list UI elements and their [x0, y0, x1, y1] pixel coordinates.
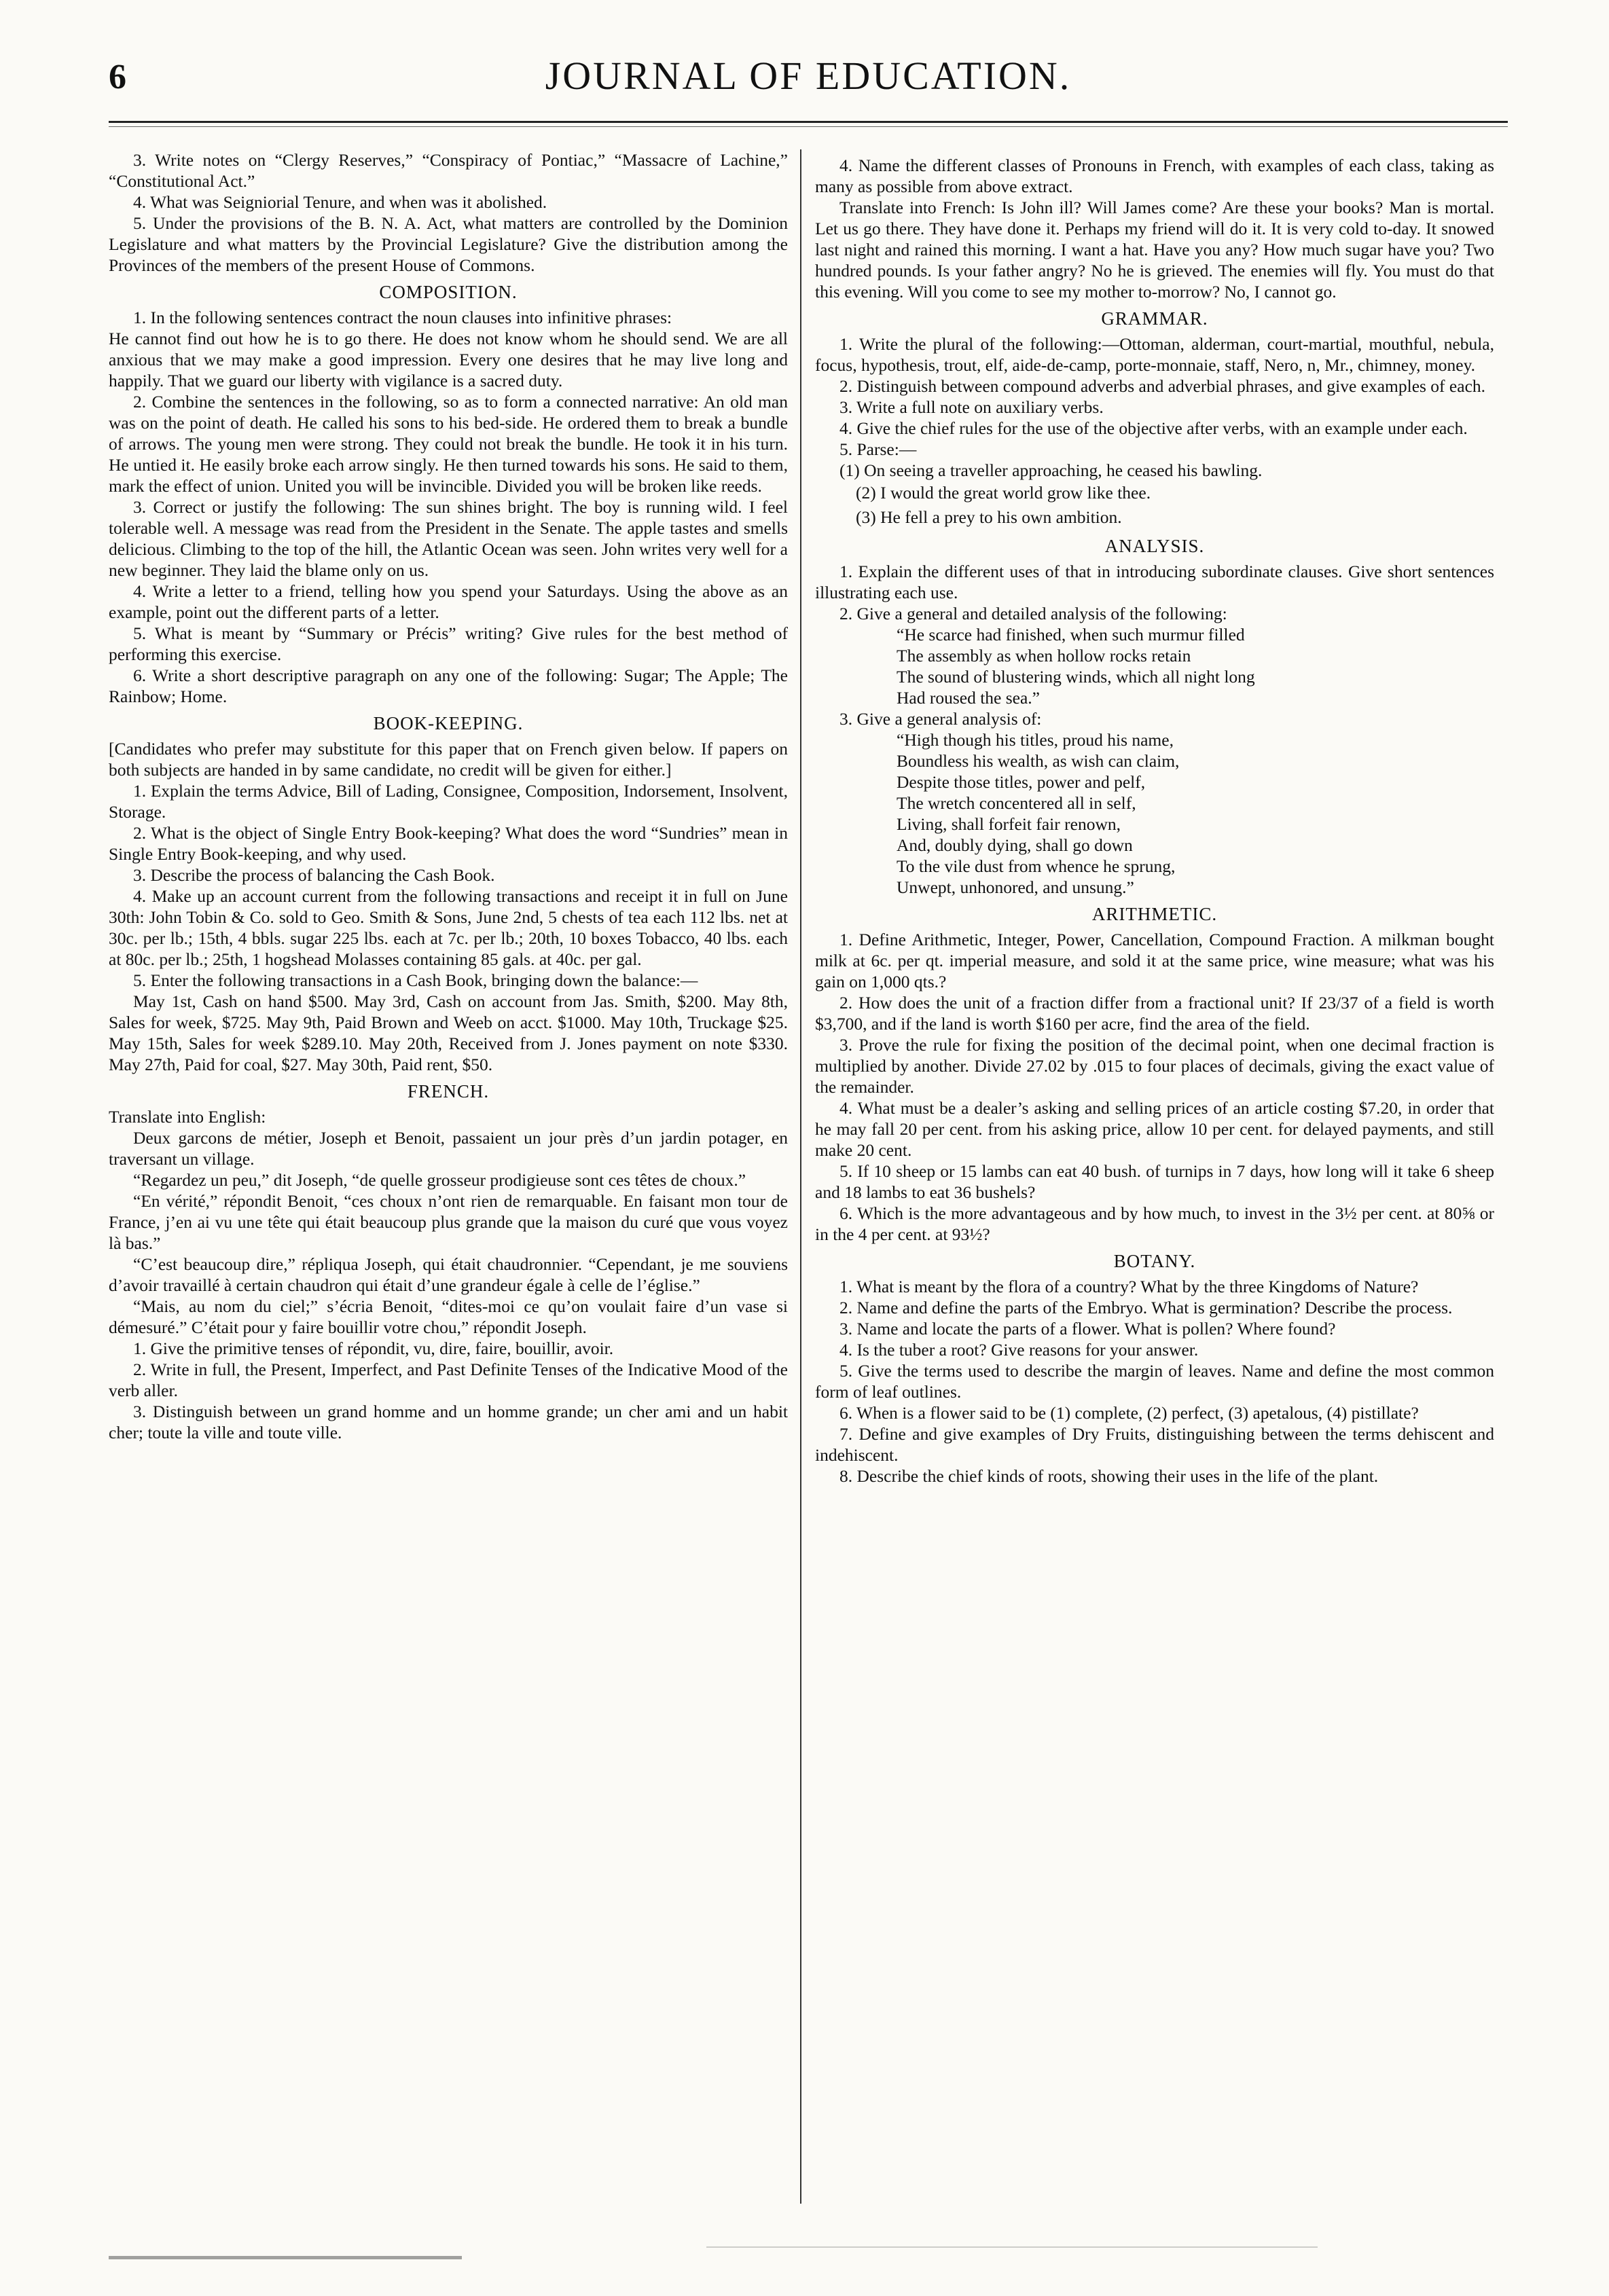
grammar-question: 2. Distinguish between compound adverbs and adverbial phrases, and give examples of each. [839, 376, 1486, 396]
botany-question: 8. Describe the chief kinds of roots, showing their uses in the life of the plant. [839, 1466, 1379, 1486]
french-instruction: Translate into English: [109, 1107, 266, 1127]
composition-passage: He cannot find out how he is to go there. He does not know whom he should send. We are all anxious that we may make a good impression. Every one desires that he may live long and happily. That we guard our liberty with vigilance is a sacred duty. [109, 329, 788, 390]
composition-question: 3. Correct or justify the following: The sun shines bright. The boy is running wild. I feel tolerable well. A message was read from the President in the Senate. The apple tastes and smells delicious. Climbing to the top of the hill, the Atlantic Ocean was seen. John writes very well for a new beginner. They laid the blame only on us. [109, 497, 788, 580]
bookkeeping-question: 2. What is the object of Single Entry Book-keeping? What does the word “Sundries” mean in Single Entry Book-keeping, and why used. [109, 823, 788, 864]
french-passage: “Regardez un peu,” dit Joseph, “de quelle grosseur prodigieuse sont ces têtes de choux.” [133, 1170, 746, 1190]
botany-question: 4. Is the tuber a root? Give reasons for your answer. [839, 1340, 1199, 1360]
arithmetic-question: 1. Define Arithmetic, Integer, Power, Cancellation, Compound Fraction. A milkman bought milk at 6c. per qt. imperial measure, and sold it at the same price, wine measure; what was his gain on 1,000 qts.? [815, 930, 1494, 991]
bookkeeping-question: 5. Enter the following transactions in a Cash Book, bringing down the balance:— [133, 970, 698, 990]
botany-question: 1. What is meant by the flora of a country? What by the three Kingdoms of Nature? [839, 1277, 1419, 1296]
french-translation-exercise: Translate into French: Is John ill? Will James come? Are these your books? Man is mortal. Let us go there. They have done it. Perhaps my friend will do it. It is very cold to-day. It snowed last night and rained this morning. I want a hat. Have you any? How much sugar have you? Two hundred pounds. Is your father angry? No he is grieved. The enemies will fly. You must do that this evening. Will you come to see my mother to-morrow? No, I cannot go. [815, 198, 1494, 302]
analysis-question: 2. Give a general and detailed analysis of the following: [839, 604, 1227, 623]
section-heading-analysis: ANALYSIS. [1104, 536, 1205, 556]
grammar-parse-item: (1) On seeing a traveller approaching, he ceased his bawling. [839, 460, 1263, 480]
bookkeeping-note: [Candidates who prefer may substitute for this paper that on French given below. If papers on both subjects are handed in by same candidate, no credit will be given for either.] [109, 739, 788, 780]
poem-line: To the vile dust from whence he sprung, [897, 856, 1176, 876]
poem-line: And, doubly dying, shall go down [897, 835, 1133, 855]
journal-title: JOURNAL OF EDUCATION. [545, 54, 1072, 98]
french-question: 4. Name the different classes of Pronouns in French, with examples of each class, taking as many as possible from above extract. [815, 156, 1494, 196]
arithmetic-question: 2. How does the unit of a fraction differ from a fractional unit? If 23/37 of a field is worth $3,700, and if the land is worth $160 per acre, find the area of the field. [815, 993, 1494, 1034]
section-heading-arithmetic: ARITHMETIC. [1091, 904, 1218, 924]
french-question: 3. Distinguish between un grand homme and un homme grande; un cher ami and un habit cher; toute la ville and toute ville. [109, 1402, 788, 1442]
section-heading-bookkeeping: BOOK-KEEPING. [373, 713, 524, 733]
grammar-question: 4. Give the chief rules for the use of the objective after verbs, with an example under each. [839, 418, 1468, 438]
botany-question: 7. Define and give examples of Dry Fruits, distinguishing between the terms dehiscent and indehiscent. [815, 1424, 1494, 1465]
page-header [95, 53, 1521, 114]
history-question: 4. What was Seigniorial Tenure, and when was it abolished. [133, 192, 547, 212]
history-question: 3. Write notes on “Clergy Reserves,” “Conspiracy of Pontiac,” “Massacre of Lachine,” “Constitutional Act.” [109, 150, 788, 191]
column-divider [800, 149, 801, 2204]
arithmetic-question: 6. Which is the more advantageous and by how much, to invest in the 3½ per cent. at 80⅝ or in the 4 per cent. at 93½? [815, 1203, 1494, 1244]
poem-line: “High though his titles, proud his name, [897, 730, 1174, 750]
french-question: 1. Give the primitive tenses of répondit, vu, dire, faire, bouillir, avoir. [133, 1338, 614, 1358]
section-heading-grammar: GRAMMAR. [1101, 308, 1208, 329]
analysis-question: 1. Explain the different uses of that in introducing subordinate clauses. Give short sentences illustrating each use. [815, 562, 1494, 602]
poem-line: The wretch concentered all in self, [897, 793, 1136, 813]
header-rule-thin [109, 126, 1508, 127]
header-rule [109, 121, 1508, 123]
french-passage: “C’est beaucoup dire,” répliqua Joseph, qui était chaudronnier. “Cependant, je me souviens d’avoir travaillé à certain chaudron qui était d’une grandeur égale à celle de l’église.” [109, 1254, 788, 1295]
poem-line: “He scarce had finished, when such murmur filled [897, 625, 1245, 644]
botany-question: 6. When is a flower said to be (1) complete, (2) perfect, (3) apetalous, (4) pistillate? [839, 1403, 1419, 1423]
botany-question: 2. Name and define the parts of the Embryo. What is germination? Describe the process. [839, 1298, 1453, 1317]
french-passage: Deux garcons de métier, Joseph et Benoit, passaient un jour près d’un jardin potager, en traversant un village. [109, 1128, 788, 1169]
arithmetic-question: 4. What must be a dealer’s asking and selling prices of an article costing $7.20, in order that he may fall 20 per cent. from his asking price, allow 10 per cent. for delayed payments, and still make 20 cent. [815, 1098, 1494, 1160]
bookkeeping-question: 3. Describe the process of balancing the Cash Book. [133, 865, 495, 885]
composition-question: 2. Combine the sentences in the following, so as to form a connected narrative: An old man was on the point of death. He called his sons to his bed-side. He ordered them to break a bundle of arrows. The young men were strong. They could not break the bundle. He took it in his turn. He untied it. He easily broke each arrow singly. He then turned towards his sons. He said to them, mark the effect of union. United you will be invincible. Divided you will be broken like reeds. [109, 392, 788, 496]
french-passage: “Mais, au nom du ciel;” s’écria Benoit, “dites-moi ce qu’on voulait faire d’un vase si démesuré.” C’était pour y faire bouillir votre chou,” répondit Joseph. [109, 1296, 788, 1337]
arithmetic-question: 5. If 10 sheep or 15 lambs can eat 40 bush. of turnips in 7 days, how long will it take 6 sheep and 18 lambs to eat 36 bushels? [815, 1161, 1494, 1202]
poem-line: Had roused the sea.” [897, 688, 1040, 708]
composition-question: 1. In the following sentences contract the noun clauses into infinitive phrases: [133, 308, 672, 327]
composition-question: 4. Write a letter to a friend, telling how you spend your Saturdays. Using the above as an example, point out the different parts of a letter. [109, 581, 788, 622]
composition-question: 5. What is meant by “Summary or Précis” writing? Give rules for the best method of performing this exercise. [109, 623, 788, 664]
section-heading-composition: COMPOSITION. [379, 282, 518, 302]
composition-question: 6. Write a short descriptive paragraph on any one of the following: Sugar; The Apple; The Rainbow; Home. [109, 666, 788, 706]
grammar-question: 5. Parse:— [839, 439, 917, 459]
left-column [109, 149, 788, 1443]
botany-question: 5. Give the terms used to describe the margin of leaves. Name and define the most common form of leaf outlines. [815, 1361, 1494, 1402]
poem-line: The sound of blustering winds, which all night long [897, 667, 1255, 687]
bookkeeping-question: 4. Make up an account current from the following transactions and receipt it in full on June 30th: John Tobin & Co. sold to Geo. Smith & Sons, June 2nd, 5 chests of tea each 112 lbs. net at 30c. per lb.; 15th, 4 bbls. sugar 225 lbs. each at 7c. per lb.; 20th, 10 boxes Tobacco, 40 lbs. each at 80c. per lb.; 25th, 1 hogshead Molasses containing 85 gals. at 40c. per gal. [109, 886, 788, 969]
poem-line: Boundless his wealth, as wish can claim, [897, 751, 1180, 771]
poem-line: The assembly as when hollow rocks retain [897, 646, 1191, 666]
print-bleed-artifact [109, 2241, 1508, 2261]
botany-question: 3. Name and locate the parts of a flower. What is pollen? Where found? [839, 1319, 1336, 1338]
grammar-parse-item: (3) He fell a prey to his own ambition. [856, 507, 1122, 527]
bookkeeping-question: 1. Explain the terms Advice, Bill of Lading, Consignee, Composition, Indorsement, Insolvent, Storage. [109, 781, 788, 822]
grammar-question: 3. Write a full note on auxiliary verbs. [839, 397, 1104, 417]
section-heading-french: FRENCH. [407, 1081, 490, 1101]
analysis-question: 3. Give a general analysis of: [839, 709, 1042, 729]
bookkeeping-transactions: May 1st, Cash on hand $500. May 3rd, Cash on account from Jas. Smith, $200. May 8th, Sales for week, $725. May 9th, Paid Brown and Weeb on acct. $1000. May 10th, Truckage $25. May 15th, Sales for week $289.10. May 20th, Received from J. Jones payment on note $330. May 27th, Paid for coal, $27. May 30th, Paid rent, $50. [109, 991, 788, 1074]
arithmetic-question: 3. Prove the rule for fixing the position of the decimal point, when one decimal fraction is multiplied by another. Divide 27.02 by .015 to four places of decimals, giving the exact value of the remainder. [815, 1035, 1494, 1097]
poem-line: Unwept, unhonored, and unsung.” [897, 877, 1134, 897]
french-passage: “En vérité,” répondit Benoit, “ces choux n’ont rien de remarquable. En faisant mon tour de France, j’en ai vu une tête qui était beaucoup plus grande que la maison du curé que vous voyez là bas.” [109, 1191, 788, 1253]
poem-line: Living, shall forfeit fair renown, [897, 814, 1121, 834]
french-question: 2. Write in full, the Present, Imperfect, and Past Definite Tenses of the Indicative Mood of the verb aller. [109, 1360, 788, 1400]
poem-line: Despite those titles, power and pelf, [897, 772, 1146, 792]
grammar-question: 1. Write the plural of the following:—Ottoman, alderman, court-martial, mouthful, nebula, focus, hypothesis, trout, elf, aide-de-camp, porte-monnaie, staff, Nero, n, Mr., chimney, money. [815, 334, 1494, 375]
section-heading-botany: BOTANY. [1113, 1251, 1196, 1271]
page-number: 6 [109, 58, 126, 96]
right-column [815, 155, 1494, 1487]
history-question: 5. Under the provisions of the B. N. A. Act, what matters are controlled by the Dominion Legislature and what matters by the Provincial Legislature? Give the distribution among the Provinces of the members of the present House of Commons. [109, 213, 788, 275]
grammar-parse-item: (2) I would the great world grow like thee. [856, 483, 1151, 503]
